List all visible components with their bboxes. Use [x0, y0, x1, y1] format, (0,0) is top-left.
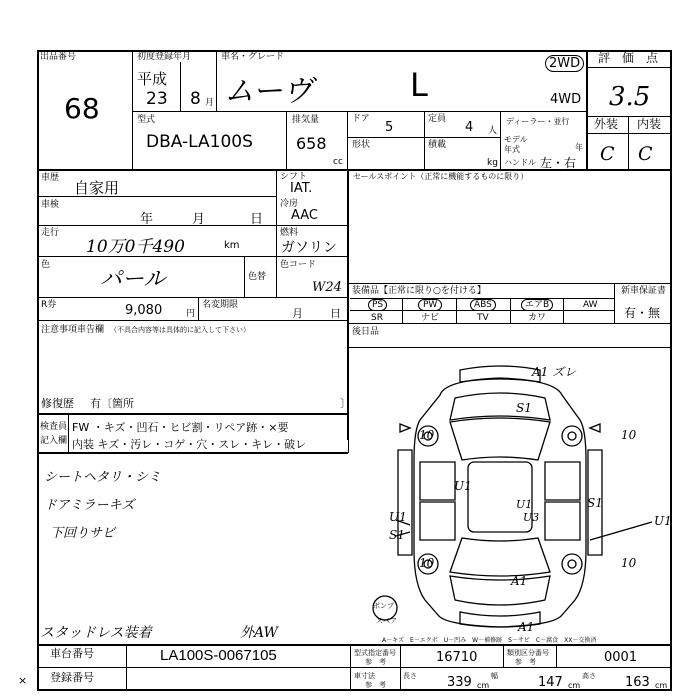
- model-year-label: モデル年式: [504, 135, 528, 154]
- diagram-label: 10: [419, 428, 435, 442]
- equipment-item-airbag: エアB: [521, 299, 553, 311]
- divider: [614, 283, 615, 324]
- equipment-item-navi: ナビ: [421, 313, 440, 323]
- capacity: 4: [465, 120, 474, 135]
- divider: [37, 196, 276, 197]
- divider: [132, 50, 133, 170]
- first-reg-label: 初度登録年月: [137, 52, 192, 62]
- divider: [37, 452, 348, 454]
- category-ref: 参 考: [515, 658, 536, 666]
- fuel-label: 燃料: [280, 228, 299, 238]
- color-code: W24: [312, 280, 342, 295]
- remark-4: スタッドレス装着: [40, 625, 152, 641]
- diagram-label: A1: [511, 574, 528, 588]
- mileage-label: 走行: [41, 228, 60, 238]
- inspection-day: 日: [250, 212, 264, 227]
- grade-eval: 3.5: [609, 82, 651, 112]
- diagram-label: U1: [454, 479, 472, 493]
- shape-label: 形状: [352, 140, 371, 150]
- equipment-item-sr: SR: [371, 313, 383, 323]
- height-label: 高さ: [582, 672, 596, 680]
- dims-label: 車寸法: [354, 672, 375, 680]
- era: 平成: [137, 70, 168, 88]
- model-code: 16710: [436, 650, 478, 665]
- km-unit: km: [224, 240, 240, 251]
- repair-label: 修復歴: [41, 397, 74, 410]
- divider: [347, 347, 672, 348]
- displacement-label: 排気量: [292, 115, 320, 125]
- divider: [350, 644, 351, 691]
- name-change-label: 名変期限: [202, 300, 239, 310]
- divider: [68, 415, 69, 453]
- inspector-row2: 内装 キズ・汚レ・コゲ・穴・スレ・キレ・破レ: [72, 438, 307, 451]
- divider: [586, 50, 588, 170]
- car-name: ムーヴ: [224, 74, 313, 109]
- doors: 5: [385, 120, 394, 135]
- lot-label: 出品番号: [40, 52, 77, 62]
- divider: [244, 256, 245, 298]
- lot-number: 68: [64, 92, 100, 125]
- remark-3: 下回りサビ: [50, 526, 116, 541]
- width-cm: cm: [568, 681, 581, 690]
- divider: [348, 415, 349, 453]
- inspector-row1: FW ・キズ・凹石・ヒビ割・リペア跡・×要: [72, 421, 289, 434]
- divider: [500, 111, 501, 170]
- length-label: 長さ: [403, 672, 417, 680]
- car-damage-diagram: [350, 350, 672, 640]
- registration-label: 登録番号: [50, 671, 94, 684]
- remark-2: ドアミラーキズ: [44, 498, 135, 513]
- tax-label: R券: [41, 300, 57, 310]
- divider: [180, 62, 181, 112]
- divider: [400, 644, 401, 691]
- diagram-label: U1: [389, 510, 407, 524]
- fuel: ガソリン: [281, 240, 337, 256]
- color-code-label: 色コード: [280, 260, 317, 270]
- equipment-item-leather: カワ: [528, 313, 547, 323]
- diagram-label: A1: [518, 620, 535, 634]
- kg-unit: kg: [487, 158, 498, 168]
- tax: 9,080: [125, 303, 163, 318]
- divider: [586, 67, 672, 68]
- divider: [37, 297, 348, 298]
- width: 147: [538, 675, 563, 690]
- color-label: 色: [41, 260, 51, 270]
- width-label: 幅: [491, 672, 498, 680]
- equipment-label: 装備品【正常に限り○を付ける】: [352, 286, 486, 296]
- divider: [456, 298, 457, 324]
- inspector-label: 検査員記入欄: [40, 422, 68, 446]
- drive-4wd: 4WD: [550, 92, 582, 107]
- color-no-label: 色替: [248, 272, 267, 282]
- diagram-label: A1 ズレ: [532, 365, 577, 379]
- x-mark: ×: [18, 674, 28, 687]
- category-label: 類別区分番号: [507, 649, 549, 657]
- displacement: 658: [296, 134, 327, 153]
- ownership-label: 車歴: [41, 173, 60, 183]
- height: 163: [625, 675, 650, 690]
- load-label: 積載: [428, 140, 447, 150]
- door-label: ドア: [352, 114, 370, 124]
- spare-label: スペア: [376, 617, 397, 625]
- repair-bracket-end: 〕: [340, 397, 351, 410]
- dims-ref: 参 考: [365, 681, 386, 689]
- divider: [347, 137, 500, 138]
- model-label: 型式: [137, 115, 156, 125]
- capacity-label: 定員: [428, 114, 447, 124]
- name-change-day: 日: [330, 307, 341, 320]
- exterior-label: 外装: [594, 117, 619, 131]
- ownership: 自家用: [74, 179, 120, 197]
- divider: [276, 170, 277, 298]
- equipment-item-ps: PS: [368, 299, 387, 311]
- drive-2wd: 2WD: [545, 55, 584, 72]
- inspection-year: 年: [140, 212, 154, 227]
- divider: [424, 111, 425, 170]
- yen-unit: 円: [186, 309, 196, 319]
- shift: IAT.: [290, 181, 313, 196]
- divider: [216, 50, 217, 112]
- caution-label: 注意事項車告欄: [41, 325, 105, 335]
- equipment-item-abs: ABS: [470, 299, 496, 311]
- category: 0001: [604, 650, 638, 665]
- color: パール: [100, 267, 166, 292]
- divider: [37, 644, 672, 646]
- reg-year: 23: [146, 89, 168, 109]
- diagram-label: U1: [654, 514, 672, 528]
- model-code-label: 型式指定番号: [354, 649, 396, 657]
- divider: [402, 298, 403, 324]
- divider: [510, 298, 511, 324]
- warranty: 有・無: [624, 306, 661, 320]
- height-cm: cm: [655, 681, 668, 690]
- mileage: 10万0千490: [86, 237, 185, 257]
- month-unit: 月: [205, 98, 215, 108]
- diagram-label: U1: [516, 498, 533, 511]
- divider: [126, 644, 127, 691]
- diagram-label: U3: [523, 511, 540, 524]
- equipment-item-pw: PW: [418, 299, 442, 311]
- shift-label: シフト: [280, 172, 308, 182]
- diagram-label: 10: [419, 556, 435, 570]
- model-code-ref: 参 考: [365, 658, 386, 666]
- repair-value: 有〔箇所: [90, 397, 134, 410]
- chassis-number: LA100S-0067105: [160, 647, 277, 664]
- damage-legend: A－キズ E－エクボ U－凹み W－補修跡 S－サビ C－腐食 XX－交換済: [382, 637, 597, 644]
- length: 339: [447, 675, 472, 690]
- diagram-label: 10: [621, 556, 637, 570]
- handle-label: ハンドル: [504, 158, 536, 167]
- cc-unit: cc: [333, 157, 343, 167]
- warranty-label: 新車保証書: [621, 286, 667, 296]
- dealer-label: ディーラー・並行: [506, 117, 570, 126]
- equipment-item-tv: TV: [477, 313, 489, 323]
- pump-label: ポンプ: [373, 602, 394, 610]
- handle: 左・右: [540, 156, 577, 170]
- after-label: 後日品: [352, 327, 380, 337]
- interior-grade: C: [638, 143, 653, 165]
- divider: [347, 283, 672, 284]
- divider: [286, 111, 287, 170]
- person-unit: 人: [488, 126, 498, 136]
- ac: AAC: [291, 208, 318, 223]
- diagram-label: S1: [389, 528, 405, 542]
- caution-sub: （不具合内容等は具体的に記入して下さい）: [110, 326, 250, 334]
- name-change-month: 月: [292, 307, 303, 320]
- model: DBA-LA100S: [146, 132, 253, 152]
- divider: [132, 111, 586, 112]
- interior-label: 内装: [637, 117, 662, 131]
- divider: [198, 297, 199, 321]
- inspection-month: 月: [192, 212, 206, 227]
- divider: [586, 133, 672, 134]
- equipment-item-aw: AW: [583, 300, 598, 310]
- divider: [347, 111, 348, 170]
- grade: L: [410, 66, 428, 104]
- year-unit: 年: [575, 143, 583, 152]
- exterior-grade: C: [600, 143, 615, 165]
- divider: [37, 413, 348, 415]
- divider: [37, 667, 672, 668]
- ac-label: 冷房: [280, 199, 299, 209]
- diagram-label: 10: [621, 428, 637, 442]
- divider: [628, 116, 629, 170]
- car-name-label: 車名・グレード: [221, 52, 285, 62]
- diagram-label: S1: [516, 401, 532, 415]
- diagram-label: S1: [587, 496, 603, 510]
- remark-5: 外AW: [240, 625, 278, 641]
- chassis-label: 車台番号: [50, 647, 94, 660]
- sales-point-label: セールスポイント（正常に機能するものに限り）: [353, 172, 529, 181]
- length-cm: cm: [477, 681, 490, 690]
- divider: [563, 298, 564, 324]
- divider: [503, 644, 504, 668]
- grade-eval-label: 評 価 点: [598, 51, 659, 65]
- inspection-label: 車検: [41, 200, 60, 210]
- remark-1: シートヘタリ・シミ: [44, 470, 162, 485]
- reg-month: 8: [190, 89, 201, 109]
- divider: [556, 644, 557, 668]
